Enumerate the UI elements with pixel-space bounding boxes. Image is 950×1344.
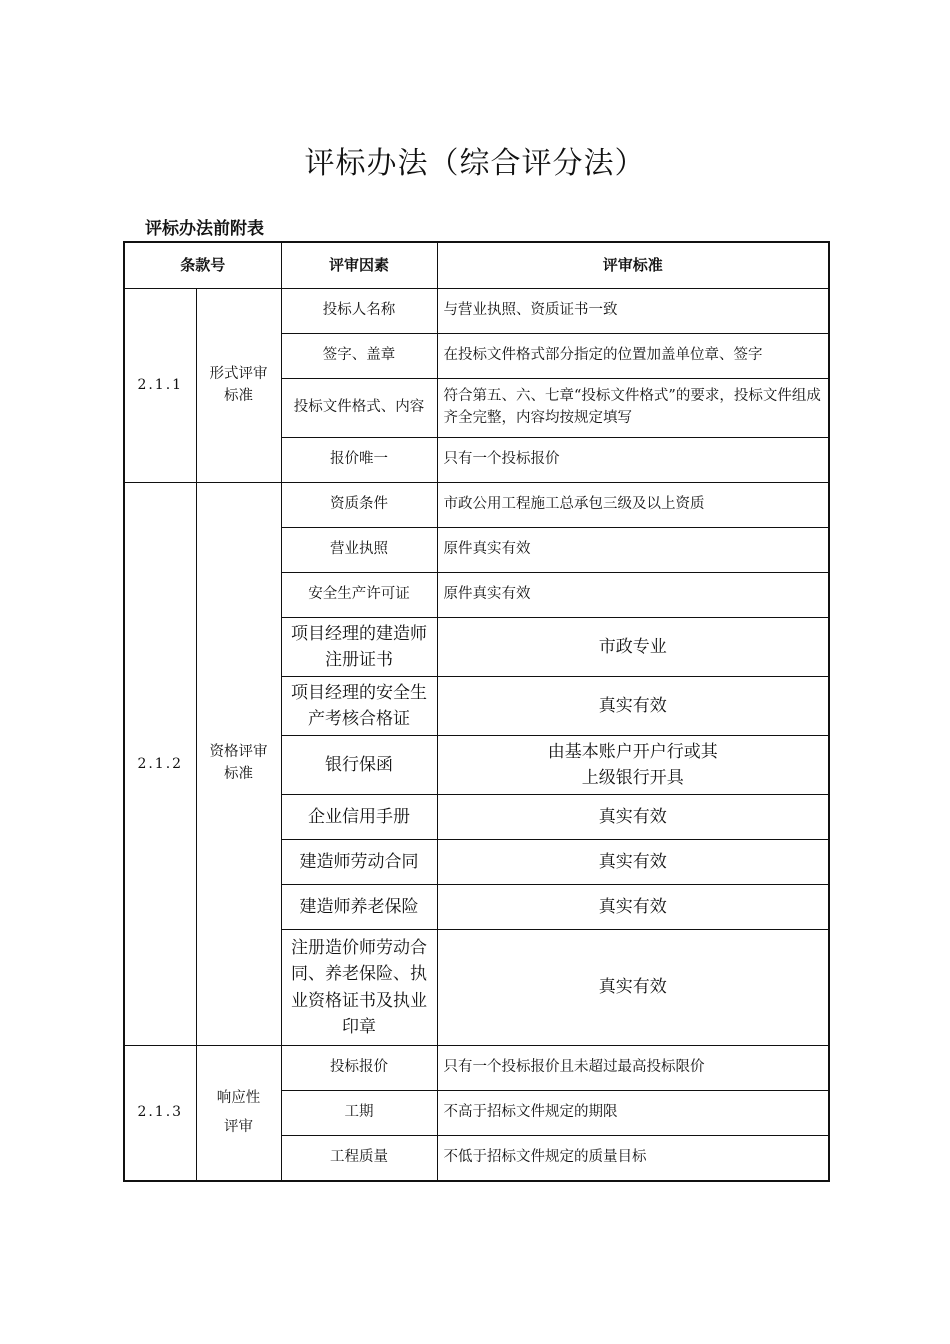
standard-cell: 真实有效 xyxy=(437,930,829,1046)
factor-cell: 企业信用手册 xyxy=(281,795,437,840)
clause-number: 2.1.1 xyxy=(124,289,196,483)
factor-cell: 项目经理的建造师注册证书 xyxy=(281,618,437,677)
header-clause: 条款号 xyxy=(124,242,281,289)
factor-cell: 项目经理的安全生产考核合格证 xyxy=(281,677,437,736)
standard-cell: 市政专业 xyxy=(437,618,829,677)
standard-cell: 只有一个投标报价且未超过最高投标限价 xyxy=(437,1046,829,1091)
standard-text: 由基本账户开户行或其上级银行开具 xyxy=(547,741,718,788)
factor-cell: 投标报价 xyxy=(281,1046,437,1091)
table-row xyxy=(124,483,829,528)
table-row xyxy=(124,1046,829,1091)
clause-name: 资格评审标准 xyxy=(196,483,281,1046)
header-standard: 评审标准 xyxy=(437,242,829,289)
standard-cell: 与营业执照、资质证书一致 xyxy=(437,289,829,334)
standard-cell: 在投标文件格式部分指定的位置加盖单位章、签字 xyxy=(437,334,829,379)
factor-cell: 营业执照 xyxy=(281,528,437,573)
header-row xyxy=(124,242,829,289)
standard-cell: 只有一个投标报价 xyxy=(437,438,829,483)
factor-cell: 签字、盖章 xyxy=(281,334,437,379)
standard-cell: 真实有效 xyxy=(437,840,829,885)
page-title: 评标办法（综合评分法） xyxy=(304,146,646,181)
clause-number: 2.1.2 xyxy=(124,483,196,1046)
factor-cell: 投标人名称 xyxy=(281,289,437,334)
standard-cell: 真实有效 xyxy=(437,885,829,930)
clause-name: 形式评审标准 xyxy=(196,289,281,483)
evaluation-table xyxy=(123,241,830,1182)
table-row xyxy=(124,289,829,334)
standard-cell: 符合第五、六、七章“投标文件格式”的要求，投标文件组成齐全完整，内容均按规定填写 xyxy=(437,379,829,438)
factor-cell: 资质条件 xyxy=(281,483,437,528)
standard-cell: 真实有效 xyxy=(437,795,829,840)
standard-cell: 不高于招标文件规定的期限 xyxy=(437,1091,829,1136)
factor-cell: 投标文件格式、内容 xyxy=(281,379,437,438)
standard-cell xyxy=(437,736,829,795)
factor-cell: 工程质量 xyxy=(281,1136,437,1181)
table-caption: 评标办法前附表 xyxy=(145,219,264,239)
standard-cell: 原件真实有效 xyxy=(437,573,829,618)
standard-cell: 真实有效 xyxy=(437,677,829,736)
factor-cell: 建造师养老保险 xyxy=(281,885,437,930)
factor-cell: 银行保函 xyxy=(281,736,437,795)
clause-name xyxy=(196,1046,281,1181)
factor-cell: 注册造价师劳动合同、养老保险、执业资格证书及执业印章 xyxy=(281,930,437,1046)
header-factor: 评审因素 xyxy=(281,242,437,289)
standard-cell: 不低于招标文件规定的质量目标 xyxy=(437,1136,829,1181)
standard-cell: 市政公用工程施工总承包三级及以上资质 xyxy=(437,483,829,528)
standard-cell: 原件真实有效 xyxy=(437,528,829,573)
clause-name-text: 响应性评审 xyxy=(216,1089,261,1135)
factor-cell: 建造师劳动合同 xyxy=(281,840,437,885)
factor-cell: 工期 xyxy=(281,1091,437,1136)
factor-cell: 报价唯一 xyxy=(281,438,437,483)
factor-cell: 安全生产许可证 xyxy=(281,573,437,618)
clause-number: 2.1.3 xyxy=(124,1046,196,1181)
